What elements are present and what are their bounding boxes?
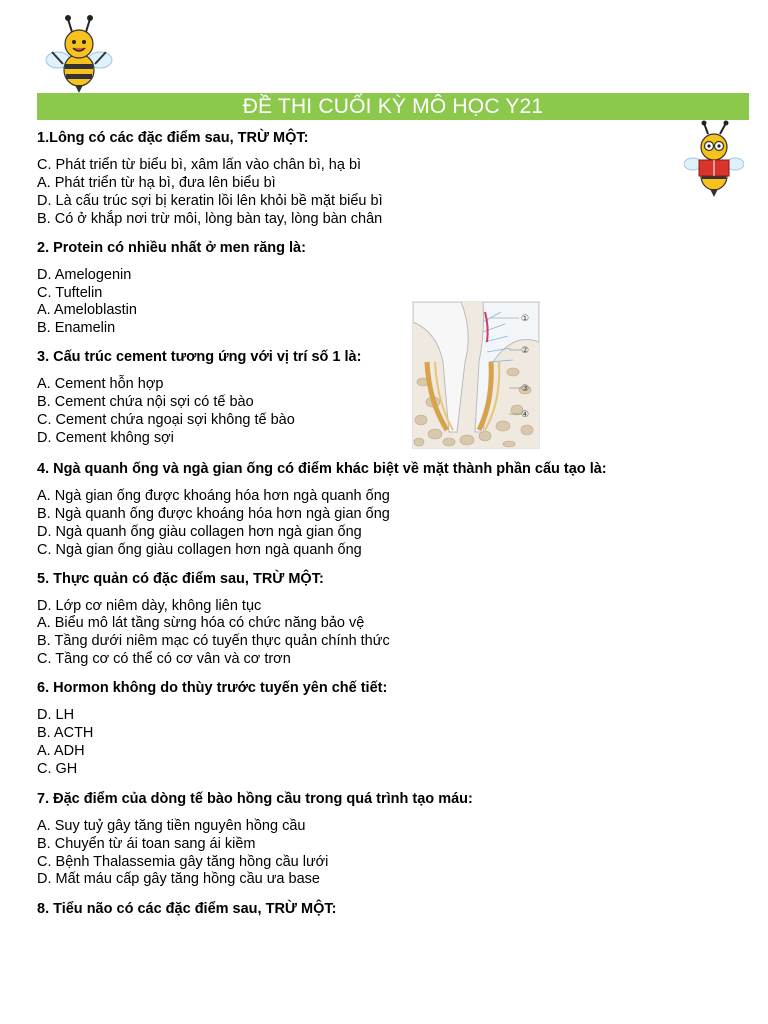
answer-option: A. Phát triển từ hạ bì, đưa lên biểu bì <box>37 174 276 191</box>
question-text: 8. Tiểu não có các đặc điểm sau, TRỪ MỘT: <box>37 901 337 918</box>
answer-option: D. Lớp cơ niêm dày, không liên tục <box>37 597 262 614</box>
figure-marker-4: ④ <box>521 410 530 420</box>
question-text: 4. Ngà quanh ống và ngà gian ống có điểm khác biệt về mặt thành phần cấu tạo là: <box>37 460 607 477</box>
answer-option: A. Suy tuỷ gây tăng tiền nguyên hồng cầu <box>37 817 306 834</box>
question-8 <box>37 900 737 918</box>
bee-mascot-icon <box>42 12 116 94</box>
question-5 <box>37 570 737 670</box>
answer-option: D. Mất máu cấp gây tăng hồng cầu ưa base <box>37 871 320 888</box>
answer-option: C. Bệnh Thalassemia gây tăng hồng cầu lưới <box>37 853 329 870</box>
answer-option: C. Ngà gian ống giàu collagen hơn ngà quanh ống <box>37 541 362 558</box>
question-list <box>37 129 737 928</box>
question-text: 7. Đặc điểm của dòng tế bào hồng cầu trong quá trình tạo máu: <box>37 790 473 807</box>
answer-option: C. Tầng cơ có thể có cơ vân và cơ trơn <box>37 651 291 668</box>
answer-option: B. Enamelin <box>37 320 116 337</box>
answer-option: C. Tuftelin <box>37 284 103 301</box>
question-6 <box>37 679 737 779</box>
answer-option: B. Chuyển từ ái toan sang ái kiềm <box>37 835 256 852</box>
answer-option: A. ADH <box>37 742 85 759</box>
question-text: 1.Lông có các đặc điểm sau, TRỪ MỘT: <box>37 130 309 146</box>
answer-option: B. Cement chứa nội sợi có tế bào <box>37 394 254 411</box>
answer-option: D. Là cấu trúc sợi bị keratin lồi lên khỏi bề mặt biểu bì <box>37 192 383 209</box>
answer-option: D. Amelogenin <box>37 266 132 283</box>
question-text: 2. Protein có nhiều nhất ở men răng là: <box>37 239 306 256</box>
question-3 <box>37 348 737 448</box>
question-text: 5. Thực quản có đặc điểm sau, TRỪ MỘT: <box>37 570 324 587</box>
answer-option: A. Ameloblastin <box>37 302 137 319</box>
figure-marker-1: ① <box>521 314 530 324</box>
question-text: 3. Cấu trúc cement tương ứng với vị trí số 1 là: <box>37 349 362 366</box>
question-7 <box>37 790 737 890</box>
question-2 <box>37 239 737 339</box>
question-text: 6. Hormon không do thùy trước tuyến yên chế tiết: <box>37 680 388 697</box>
answer-option: A. Ngà gian ống được khoáng hóa hơn ngà quanh ống <box>37 487 390 504</box>
answer-option: A. Biểu mô lát tầng sừng hóa có chức năng bảo vệ <box>37 615 365 632</box>
answer-option: B. Tầng dưới niêm mạc có tuyến thực quản chính thức <box>37 633 390 650</box>
answer-option: B. Ngà quanh ống được khoáng hóa hơn ngà gian ống <box>37 505 390 522</box>
answer-option: C. GH <box>37 760 78 777</box>
answer-option: A. Cement hỗn hợp <box>37 376 164 393</box>
figure-marker-2: ② <box>521 346 530 356</box>
answer-option: D. Ngà quanh ống giàu collagen hơn ngà gian ống <box>37 523 362 540</box>
answer-option: B. Có ở khắp nơi trừ môi, lòng bàn tay, lòng bàn chân <box>37 210 383 227</box>
answer-option: D. LH <box>37 707 75 724</box>
answer-option: C. Phát triển từ biểu bì, xâm lấn vào chân bì, hạ bì <box>37 157 362 173</box>
question-1 <box>37 129 737 229</box>
page-title: ĐỀ THI CUỐI KỲ MÔ HỌC Y21 <box>37 93 749 120</box>
figure-marker-3: ③ <box>521 384 530 394</box>
answer-option: D. Cement không sợi <box>37 429 174 446</box>
question-4 <box>37 460 737 560</box>
answer-option: C. Cement chứa ngoại sợi không tế bào <box>37 412 295 429</box>
answer-option: B. ACTH <box>37 725 94 742</box>
